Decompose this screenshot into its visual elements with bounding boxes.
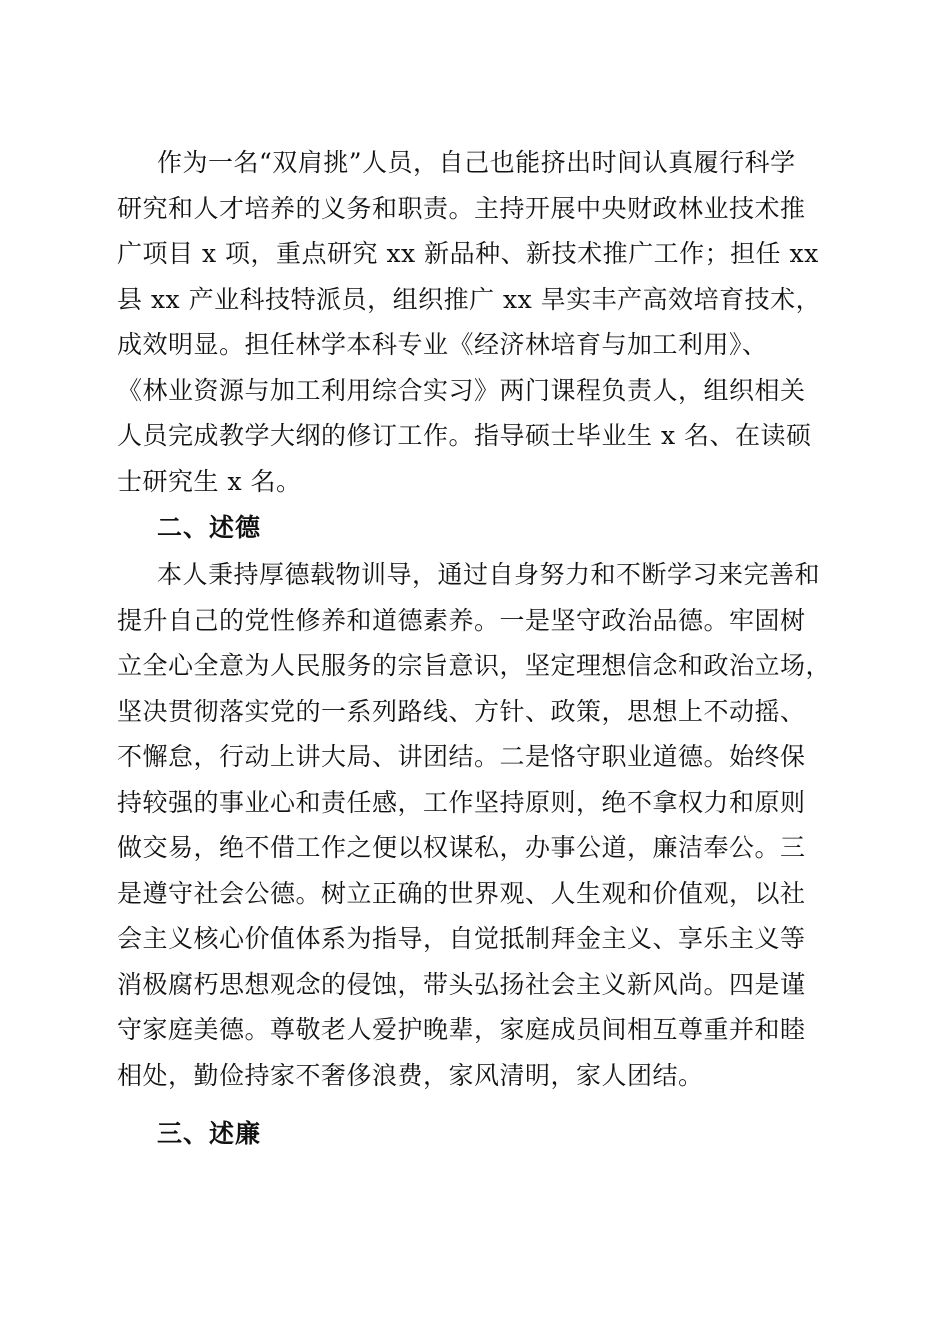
paragraph-line: 不懈怠，行动上讲大局、讲团结。二是恪守职业道德。始终保 bbox=[117, 742, 806, 771]
paragraph-line: 是遵守社会公德。树立正确的世界观、人生观和价值观，以社 bbox=[117, 878, 806, 908]
paragraph-line: 人员完成教学大纲的修订工作。指导硕士毕业生 x 名、在读硕 bbox=[117, 421, 812, 450]
paragraph-line: 研究和人才培养的义务和职责。主持开展中央财政林业技术推 bbox=[117, 193, 806, 223]
paragraph-line: 相处，勤俭持家不奢侈浪费，家风清明，家人团结。 bbox=[117, 1060, 704, 1090]
paragraph-line: 持较强的事业心和责任感，工作坚持原则，绝不拿权力和原则 bbox=[117, 787, 806, 817]
paragraph-morality bbox=[117, 552, 837, 1098]
paragraph-line: 县 xx 产业科技特派员，组织推广 xx 旱实丰产高效培育技术， bbox=[117, 284, 822, 314]
paragraph-line: 守家庭美德。尊敬老人爱护晚辈，家庭成员间相互尊重并和睦 bbox=[117, 1015, 806, 1044]
paragraph-line: 消极腐朽思想观念的侵蚀，带头弘扬社会主义新风尚。四是谨 bbox=[117, 969, 806, 999]
paragraph-line: 做交易，绝不借工作之便以权谋私，办事公道，廉洁奉公。三 bbox=[117, 833, 806, 862]
paragraph-line: 广项目 x 项，重点研究 xx 新品种、新技术推广工作；担任 xx bbox=[117, 239, 819, 268]
document-body bbox=[117, 140, 837, 1158]
paragraph-line: 会主义核心价值体系为指导，自觉抵制拜金主义、享乐主义等 bbox=[117, 924, 806, 953]
paragraph-line: 立全心全意为人民服务的宗旨意识，坚定理想信念和政治立场， bbox=[117, 651, 832, 680]
paragraph-line: 成效明显。担任林学本科专业《经济林培育与加工利用》、 bbox=[117, 330, 768, 359]
paragraph-line: 士研究生 x 名。 bbox=[117, 466, 302, 496]
paragraph-line: 本人秉持厚德载物训导，通过自身努力和不断学习来完善和 bbox=[157, 560, 821, 589]
paragraph-work-duties bbox=[117, 140, 837, 504]
section-heading-integrity: 三、述廉 bbox=[157, 1119, 262, 1148]
paragraph-line: 作为一名“双肩挑”人员，自己也能挤出时间认真履行科学 bbox=[157, 148, 796, 177]
paragraph-line: 提升自己的党性修养和道德素养。一是坚守政治品德。牢固树 bbox=[117, 605, 806, 635]
paragraph-line: 坚决贯彻落实党的一系列路线、方针、政策，思想上不动摇、 bbox=[117, 696, 806, 726]
paragraph-line: 《林业资源与加工利用综合实习》两门课程负责人，组织相关 bbox=[117, 375, 806, 405]
section-heading-morality: 二、述德 bbox=[157, 513, 262, 542]
